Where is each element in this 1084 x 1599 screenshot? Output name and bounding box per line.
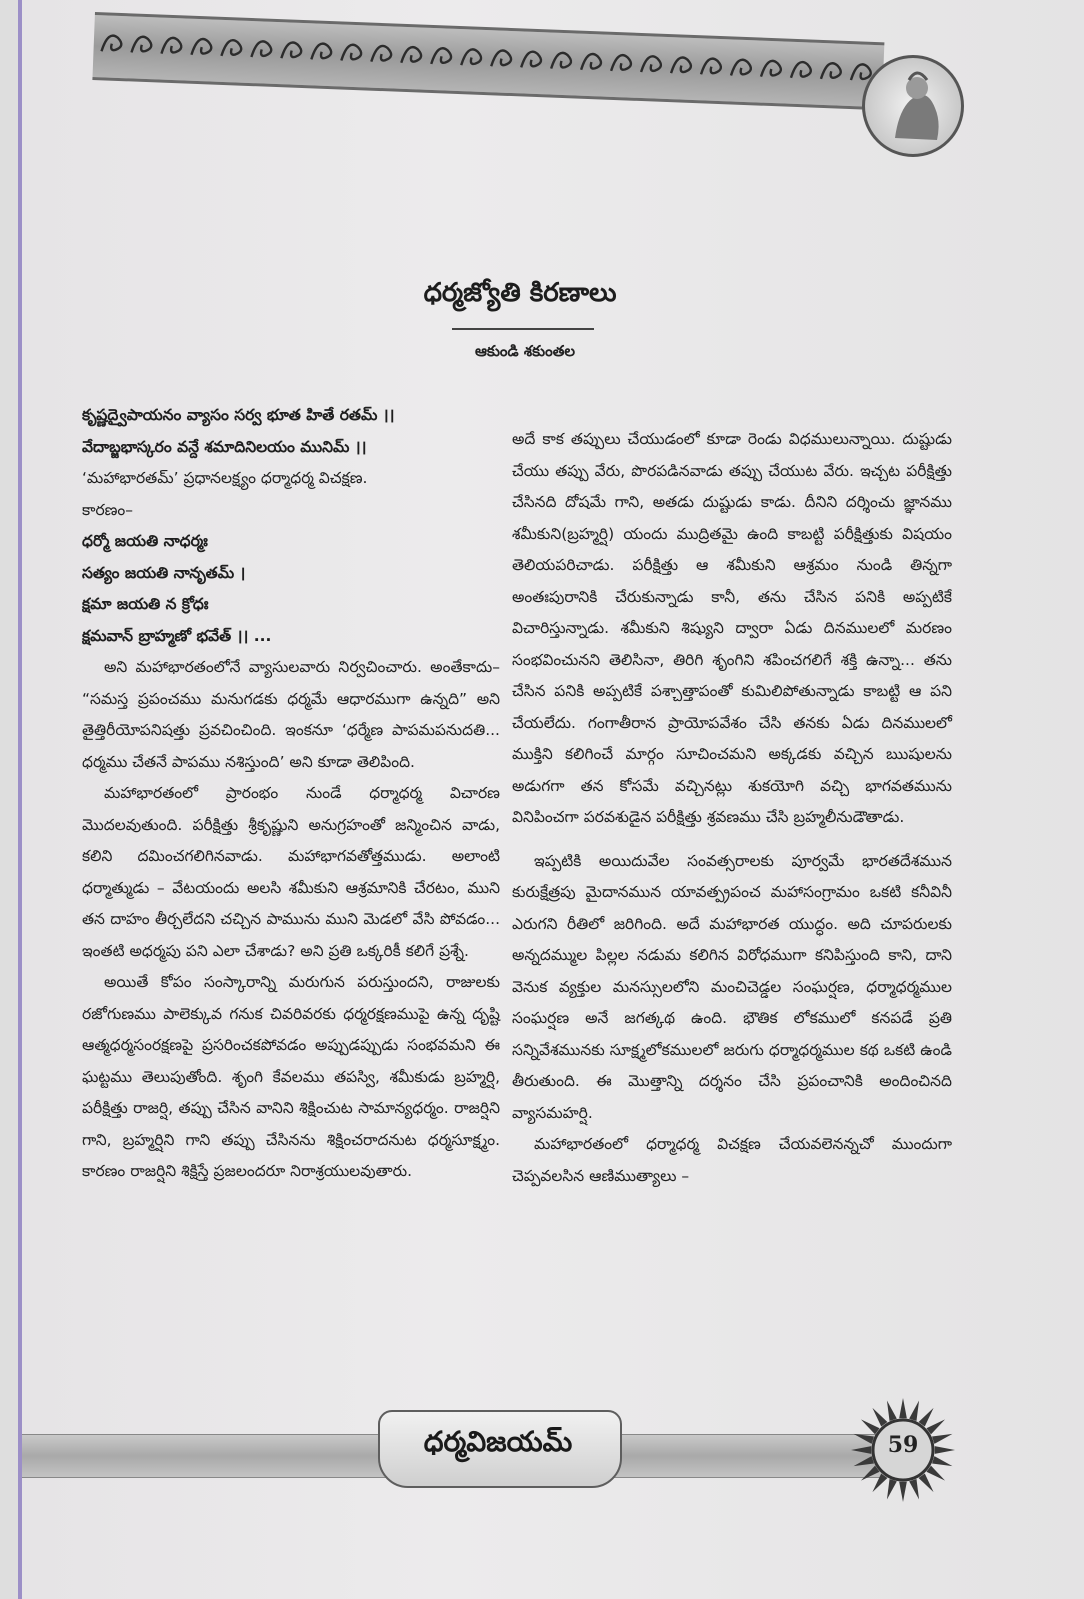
text-line: ‘మహాభారతమ్’ ప్రధానలక్ష్యం ధర్మాధర్మ విచక్షణ.: [82, 469, 368, 487]
paragraph: అయితే కోపం సంస్కారాన్ని మరుగున పరుస్తుందని, రాజులకు రజోగుణము పాలెక్కువ గనుక చివరివరకు ధర్మరక్షణముపై ఉన్న దృష్టి ఆత్మధర్మసంరక్షణపై ప్రసరించకపోవడం అప్పుడప్పుడు సంభవమని ఈ ఘట్టము తెలుపుతోంది. శృంగి కేవలము తపస్వి, శమీకుడు బ్రహ్మర్షి, పరీక్షిత్తు రాజర్షి, తప్పు చేసిన వానిని శిక్షించుట సామాన్యధర్మం. రాజర్షిని గాని, బ్రహ్మర్షిని గాని తప్పు చేసినను శిక్షించరాదనుట ధర్మసూక్ష్మం. కారణం రాజర్షిని శిక్షిస్తే ప్రజలందరూ నిరాశ్రయులవుతారు.: [82, 973, 500, 1180]
paragraph: ఇప్పటికి అయిదువేల సంవత్సరాలకు పూర్వమే భారతదేశమున కురుక్షేత్రపు మైదానమున యావత్ప్రపంచ మహాసంగ్రామం ఒకటి కనీవినీ ఎరుగని రీతిలో జరిగింది. అదే మహాభారత యుద్ధం. అది చూపరులకు అన్నదమ్ముల పిల్లల నడుమ కలిగిన విరోధముగా కనిపిస్తుంది కాని, దాని వెనుక వ్యక్తుల మనస్సులలోని మంచిచెడ్డల సంఘర్షణ, ధర్మాధర్మముల సంఘర్షణ అనే జగత్కథ ఉంది. భౌతిక లోకములో కనపడే ప్రతి సన్నివేశమునకు సూక్ష్మలోకములలో జరుగు ధర్మాధర్మముల కథ ఒకటి ఉండి తీరుతుంది. ఈ మొత్తాన్ని దర్శనం చేసి ప్రపంచానికి అందించినది వ్యాసమహర్షి.: [512, 851, 952, 1122]
page-number: 59: [887, 1432, 919, 1458]
shloka-line: క్షమా జయతి న క్రోధః: [82, 595, 209, 613]
left-text-column: [82, 400, 500, 1188]
title-divider: [452, 328, 594, 330]
shloka-line: క్షమవాన్ బ్రాహ్మణో భవేత్ ।। ...: [82, 626, 272, 645]
article-author: ఆకుండి శకుంతల: [474, 342, 576, 360]
right-text-column: [512, 424, 952, 1192]
shloka-line: ధర్మో జయతి నాధర్మః: [82, 532, 208, 550]
magazine-name: ధర్మవిజయమ్: [423, 1425, 573, 1458]
sage-portrait-medallion-icon: [862, 55, 964, 157]
paragraph: మహాభారతంలో ధర్మాధర్మ విచక్షణ చేయవలెనన్నచో ముందుగా చెప్పవలసిన ఆణిముత్యాలు –: [512, 1135, 952, 1185]
paragraph: మహాభారతంలో ప్రారంభం నుండే ధర్మాధర్మ విచారణ మొదలవుతుంది. పరీక్షిత్తు శ్రీకృష్ణుని అనుగ్రహంతో జన్మించిన వాడు, కలిని దమించగలిగినవాడు. మహాభాగవతోత్తముడు. అలాంటి ధర్మాత్ముడు – వేటయందు అలసి శమీకుని ఆశ్రమానికి చేరటం, ముని తన దాహం తీర్చలేదని చచ్చిన పామును ముని మెడలో వేసి పోవడం... ఇంతటి అధర్మపు పని ఎలా చేశాడు? అని ప్రతి ఒక్కరికీ కలిగే ప్రశ్నే.: [82, 784, 500, 960]
shloka-line: కృష్ణద్వైపాయనం వ్యాసం సర్వ భూత హితే రతమ్ ।।: [82, 406, 395, 424]
paragraph: అని మహాభారతంలోనే వ్యాసులవారు నిర్వచించారు. అంతేకాదు– “సమస్త ప్రపంచము మనుగడకు ధర్మమే ఆధారముగా ఉన్నది” అని తైత్తిరీయోపనిషత్తు ప్రవచించింది. ఇంకనూ ‘ధర్మేణ పాపమపనుదతి... ధర్మము చేతనే పాపము నశిస్తుంది’ అని కూడా తెలిపింది.: [82, 658, 500, 771]
text-line: కారణం–: [82, 500, 134, 519]
shloka-line: వేదాబ్జభాస్కరం వన్దే శమాదినిలయం మునిమ్ ।।: [82, 437, 367, 456]
shloka-line: సత్యం జయతి నానృతమ్ ।: [82, 563, 246, 582]
paragraph: అదే కాక తప్పులు చేయుడంలో కూడా రెండు విధములున్నాయి. దుష్టుడు చేయు తప్పు వేరు, పొరపడినవాడు తప్పు చేయుట వేరు. ఇచ్చట పరీక్షిత్తు చేసినది దోషమే గాని, అతడు దుష్టుడు కాడు. దీనిని దర్శించు జ్ఞానము శమీకుని(బ్రహ్మర్షి) యందు ముద్రితమై ఉంది కాబట్టి పరీక్షిత్తుకు విషయం తెలియపరిచాడు. పరీక్షిత్తు ఆ శమీకుని ఆశ్రమం నుండి తిన్నగా అంతఃపురానికి చేరుకున్నాడు కానీ, తను చేసిన పనికి అప్పటికే విచారిస్తున్నాడు. శమీకుని శిష్యుని ద్వారా ఏడు దినములలో మరణం సంభవించునని తెలిసినా, తిరిగి శృంగిని శపించగలిగే శక్తి ఉన్నా... తను చేసిన పనికి అప్పటికే పశ్చాత్తాపంతో కుమిలిపోతున్నాడు కాబట్టి ఆ పని చేయలేదు. గంగాతీరాన ప్రాయోపవేశం చేసి తనకు ఏడు దినములలో ముక్తిని కలిగించే మార్గం సూచించమని అక్కడకు వచ్చిన ఋషులను అడుగగా తన కోసమే వచ్చినట్లు శుకయోగి వచ్చి భాగవతమును వినిపించగా పరవశుడైన పరీక్షిత్తు శ్రవణము చేసి బ్రహ్మలీనుడౌతాడు.: [512, 430, 952, 826]
article-title: ధర్మజ్యోతి కిరణాలు: [423, 278, 617, 308]
